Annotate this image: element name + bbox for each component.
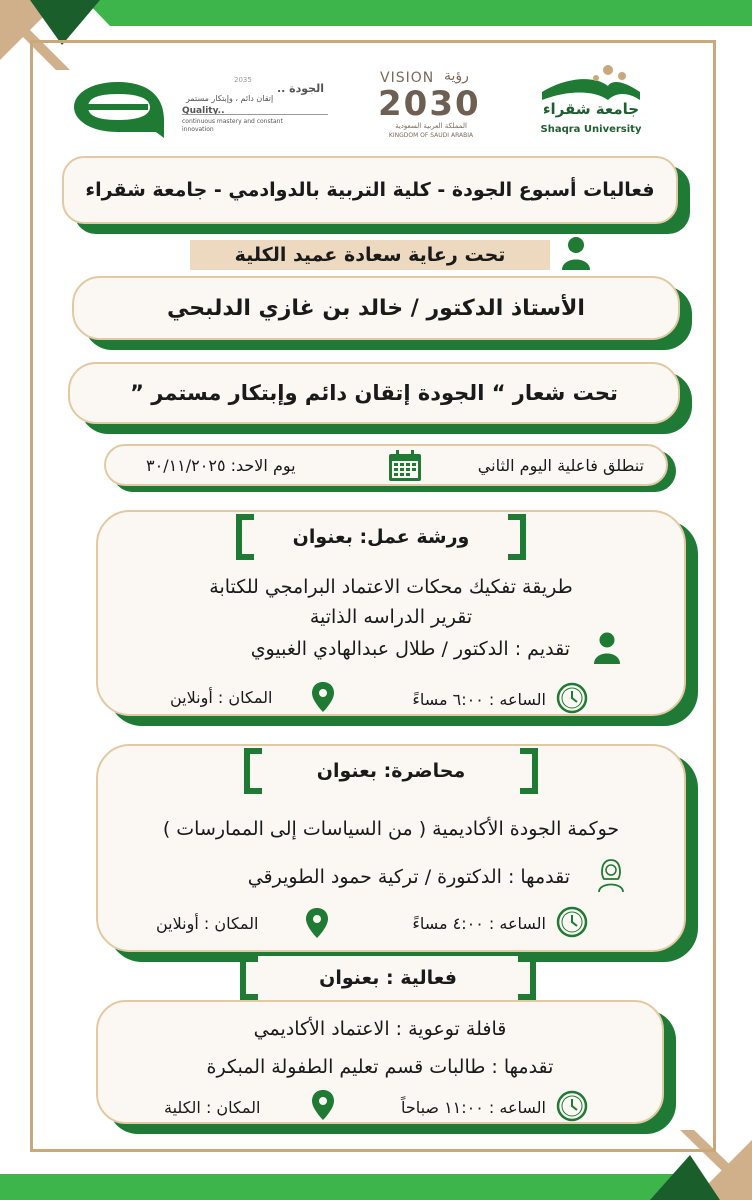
slogan-card: [68, 362, 680, 424]
event-series-title-card: [62, 156, 678, 224]
clock-icon: [556, 682, 588, 714]
shaqra-university-logo: جامعة شقراء Shaqra University: [538, 62, 644, 144]
event-card-lecture: حوكمة الجودة الأكاديمية ( من السياسات إلى الممارسات ) تقدمها : الدكتورة / تركية حمود الطويرقي الساعه : ٤:٠٠ مساءً المكان : أونلاين: [96, 744, 686, 952]
event-type-label-workshop: ورشة عمل: بعنوان: [236, 514, 526, 560]
date-pill: تنطلق فاعلية اليوم الثاني يوم الاحد: ٣٠/١١/٢٠٢٥: [104, 444, 668, 486]
event-type-label-activity: فعالية : بعنوان: [240, 956, 536, 1000]
event-card-workshop: طريقة تفكيك محكات الاعتماد البرامجي للكتابة تقرير الدراسه الذاتية تقديم : الدكتور / طلال عبدالهادي الغبيوي الساعه : ٦:٠٠ مساءً المكان : أونلاين: [96, 510, 686, 716]
presenter-icon: [594, 632, 620, 664]
female-presenter-icon: [598, 858, 624, 892]
location-pin-icon: [312, 1090, 334, 1120]
location-pin-icon: [306, 908, 328, 938]
quality-logo: [68, 76, 168, 138]
calendar-icon: [388, 450, 422, 482]
clock-icon: [556, 1090, 588, 1122]
user-icon: [562, 236, 590, 270]
dean-name-card: [72, 276, 680, 340]
event-series-title: فعاليات أسبوع الجودة - كلية التربية بالدوادمي - جامعة شقراء: [85, 179, 655, 201]
event-type-label-lecture: محاضرة: بعنوان: [244, 748, 538, 794]
clock-icon: [556, 906, 588, 938]
slogan-text: تحت شعار “ الجودة إتقان دائم وإبتكار مستمر ”: [130, 381, 618, 405]
event-card-activity: قافلة توعوية : الاعتماد الأكاديمي تقدمها : طالبات قسم تعليم الطفولة المبكرة الساعه : ١١:٠٠ صباحاً المكان : الكلية: [96, 1000, 664, 1124]
vision-2030-logo: VISION رؤية 2030 المملكة العربية السعودية KINGDOM OF SAUDI ARABIA: [378, 68, 481, 139]
quality-slogan-logo: 2035 الجودة .. إتقان دائم ، وإبتكار مستمر Quality.. continuous mastery and constant innovation: [182, 76, 328, 136]
dean-name: الأستاذ الدكتور / خالد بن غازي الدلبحي: [167, 295, 585, 321]
patron-label: تحت رعاية سعادة عميد الكلية: [190, 240, 550, 270]
location-pin-icon: [312, 682, 334, 712]
